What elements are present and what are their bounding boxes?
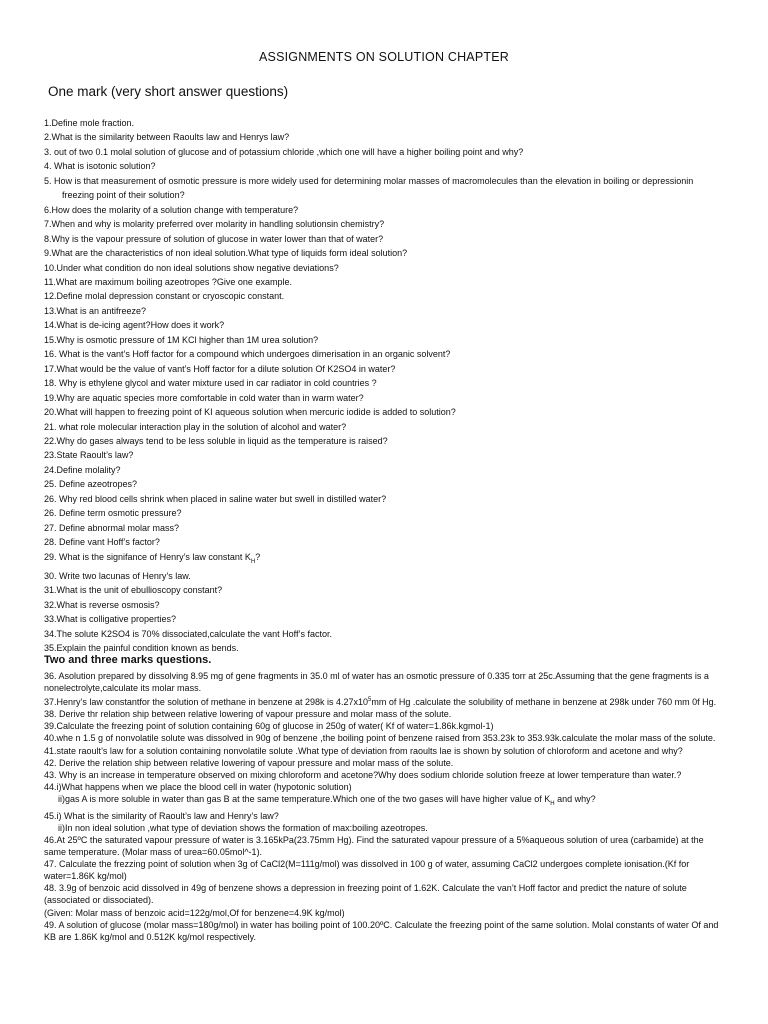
question-item: 25. Define azeotropes? <box>44 479 138 490</box>
question-item: 41.state raoult’s law for a solution containing nonvolatile solute .What type of deviation from raoults lae is shown by solution of chloroform and acetone and why? <box>44 745 683 756</box>
question-item: 22.Why do gases always tend to be less soluble in liquid as the temperature is raised? <box>44 435 388 446</box>
question-item: 8.Why is the vapour pressure of solution of glucose in water lower than that of water? <box>44 233 384 244</box>
question-item: 47. Calculate the frezzing point of solution when 3g of CaCl2(M=111g/mol) was dissolved in 100 g of water, assuming CaCl2 undergoes complete ionisation.(Kf for water=1.86K kg/mol) <box>44 859 690 882</box>
question-subitem <box>44 793 722 810</box>
question-item: 33.What is colligative properties? <box>44 614 177 625</box>
question-item: 11.What are maximum boiling azeotropes ?Give one example. <box>44 276 292 287</box>
question-item: 30. Write two lacunas of Henry’s law. <box>44 570 191 581</box>
question-text-end: mm of Hg .calculate the solubility of methane in benzene at 298k under 760 mm 0f Hg. <box>371 697 717 708</box>
question-item: 44.i)What happens when we place the blood cell in water (hypotonic solution) <box>44 781 352 792</box>
page-title: ASSIGNMENTS ON SOLUTION CHAPTER <box>259 50 509 64</box>
question-item: 20.What will happen to freezing point of KI aqueous solution when mercuric iodide is added to solution? <box>44 407 456 418</box>
question-item: 10.Under what condition do non ideal solutions show negative deviations? <box>44 262 339 273</box>
subscript-h: H <box>550 800 555 807</box>
section-heading-two-three-marks: Two and three marks questions. <box>44 654 212 666</box>
question-item: 45.i) What is the similarity of Raoult’s law and Henry’s law? <box>44 810 279 821</box>
one-mark-question-list <box>44 116 734 656</box>
question-item: 19.Why are aquatic species more comfortable in cold water than in warm water? <box>44 392 364 403</box>
question-item: 23.State Raoult’s law? <box>44 450 134 461</box>
question-item: 43. Why is an increase in temperature observed on mixing chloroform and acetone?Why does sodium chloride solution freeze at lower temperature than water.? <box>44 769 682 780</box>
question-text: 29. What is the signifance of Henry’s law constant K <box>44 551 251 562</box>
question-item: 34.The solute K2SO4 is 70% dissociated,calculate the vant Hoff’s factor. <box>44 628 332 639</box>
question-item: 4. What is isotonic solution? <box>44 161 156 172</box>
question-item: 27. Define abnormal molar mass? <box>44 522 180 533</box>
question-item: 28. Define vant Hoff’s factor? <box>44 537 160 548</box>
question-item: 21. what role molecular interaction play in the solution of alcohol and water? <box>44 421 347 432</box>
superscript-5: 5 <box>368 697 372 704</box>
question-text-end: and why? <box>554 793 596 804</box>
question-item <box>44 694 722 708</box>
question-item: 3. out of two 0.1 molal solution of glucose and of potassium chloride ,which one will have a higher boiling point and why? <box>44 146 524 157</box>
question-item: 26. Define term osmotic pressure? <box>44 508 182 519</box>
question-subitem: ii)In non ideal solution ,what type of deviation shows the formation of max:boiling azeotropes. <box>58 822 428 833</box>
question-item: 2.What is the similarity between Raoults law and Henrys law? <box>44 132 290 143</box>
two-three-mark-question-list <box>44 670 722 943</box>
question-item: 7.When and why is molarity preferred over molarity in handling solutionsin chemistry? <box>44 219 385 230</box>
question-text: ii)gas A is more soluble in water than gas B at the same temperature.Which one of the two gases will have higher value of K <box>58 793 551 804</box>
question-item: 35.Explain the painful condition known as bends. <box>44 643 239 654</box>
question-item: 42. Derive the relation ship between relative lowering of vapour pressure and molar mass of the solute. <box>44 757 454 768</box>
question-item: 49. A solution of glucose (molar mass=180g/mol) in water has boiling point of 100.20ºC. Calculate the freezing point of the same solution. Molal constants of water Of and KB are 1.86K kg/mol and 0.512K kg/mol respectively. <box>44 919 719 942</box>
question-text-end: ? <box>255 551 261 562</box>
question-item: 6.How does the molarity of a solution change with temperature? <box>44 204 299 215</box>
question-item: 36. Asolution prepared by dissolving 8.95 mg of gene fragments in 35.0 ml of water has an osmotic pressure of 0.335 torr at 25c.Assuming that the gene fragments is a nonelectrolyte,calculate its molar mass. <box>44 671 709 694</box>
question-item: 46.At 25ºC the saturated vapour pressure of water is 3.165kPa(23.75mm Hg). Find the saturated vapour pressure of a 5%aqueous solution of urea (carbamide) at the same temperature. (Molar mass of urea=60.05mol^-1). <box>44 835 704 858</box>
question-item: 32.What is reverse osmosis? <box>44 599 160 610</box>
question-item: 15.Why is osmotic pressure of 1M KCl higher than 1M urea solution? <box>44 334 319 345</box>
question-item: 48. 3.9g of benzoic acid dissolved in 49g of benzene shows a depression in freezing point of 1.62K. Calculate the van’t Hoff factor and predict the nature of solute (associated or dissociated). <box>44 883 687 906</box>
question-item: 26. Why red blood cells shrink when placed in saline water but swell in distilled water? <box>44 493 387 504</box>
question-item: 39.Calculate the freezing point of solution containing 60g of glucose in 250g of water( Kf of water=1.86k.kgmol-1) <box>44 721 494 732</box>
question-item: 1.Define mole fraction. <box>44 118 135 128</box>
question-item-continuation: freezing point of their solution? <box>62 190 185 201</box>
question-item <box>44 550 734 569</box>
question-item: 9.What are the characteristics of non ideal solution.What type of liquids form ideal solution? <box>44 248 408 259</box>
question-item: 40.whe n 1.5 g of nonvolatile solute was dissolved in 90g of benzene ,the boiling point of benzene raised from 353.23k to 353.93k.calculate the molar mass of the solute. <box>44 733 716 744</box>
question-item: 31.What is the unit of ebullioscopy constant? <box>44 585 223 596</box>
question-item: 12.Define molal depression constant or cryoscopic constant. <box>44 291 285 302</box>
question-item: 13.What is an antifreeze? <box>44 305 147 316</box>
question-item: 38. Derive thr relation ship between relative lowering of vapour pressure and molar mass of the solute. <box>44 709 452 720</box>
question-item: 18. Why is ethylene glycol and water mixture used in car radiator in cold countries ? <box>44 378 377 389</box>
question-item: 5. How is that measurement of osmotic pressure is more widely used for determining molar masses of macromolecules than the elevation in boiling or depressionin <box>44 175 694 186</box>
question-item-note: (Given: Molar mass of benzoic acid=122g/mol,Of for benzene=4.9K kg/mol) <box>44 907 345 918</box>
question-text: 37.Henry’s law constantfor the solution of methane in benzene at 298k is 4.27x10 <box>44 697 369 708</box>
question-item: 24.Define molality? <box>44 464 121 475</box>
subscript-h: H <box>250 558 256 565</box>
question-item: 14.What is de-icing agent?How does it work? <box>44 320 225 331</box>
question-item: 16. What is the vant’s Hoff factor for a compound which undergoes dimerisation in an organic solvent? <box>44 349 451 360</box>
question-item: 17.What would be the value of vant’s Hoff factor for a dilute solution Of K2SO4 in water? <box>44 363 396 374</box>
section-heading-one-mark: One mark (very short answer questions) <box>48 84 289 99</box>
